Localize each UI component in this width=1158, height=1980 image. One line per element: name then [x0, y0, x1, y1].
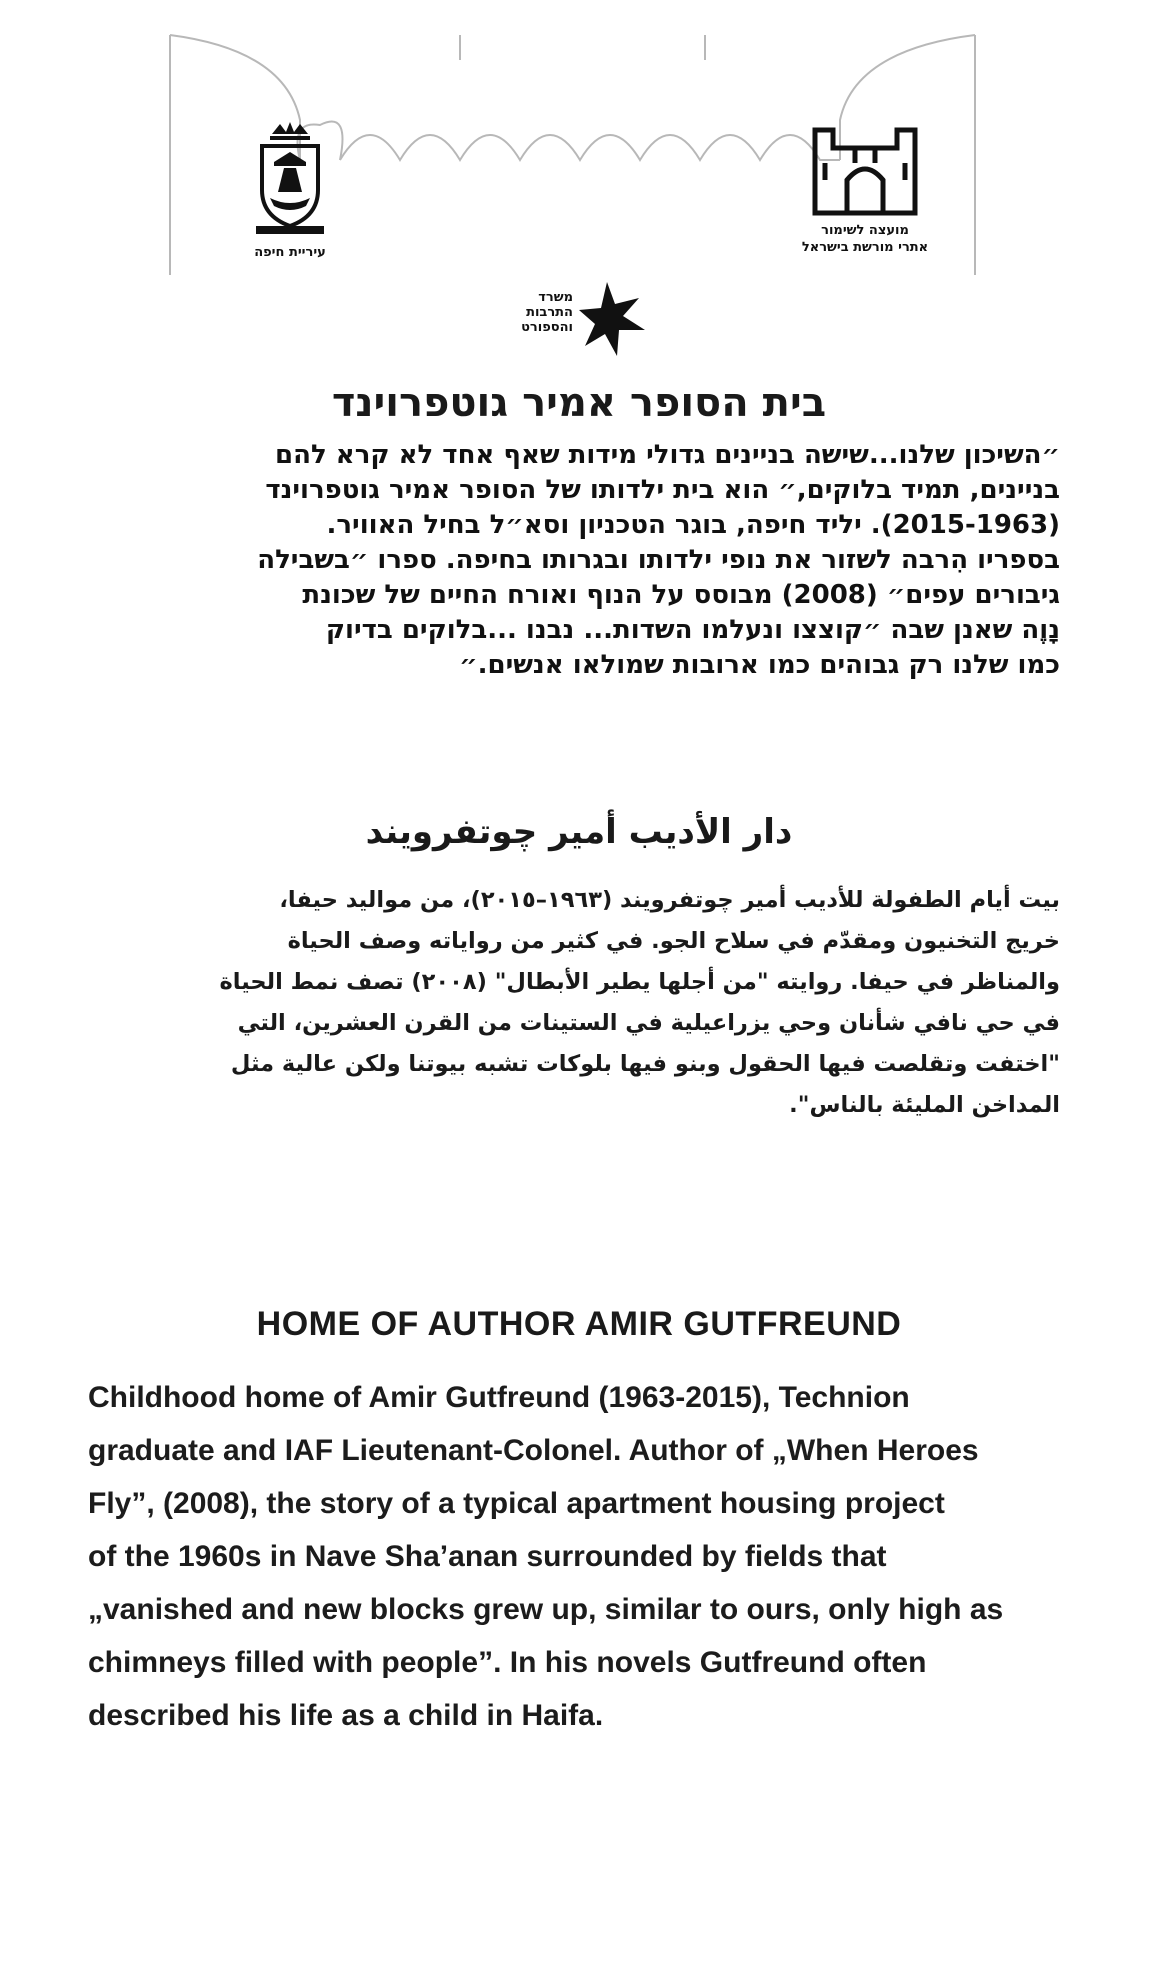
hebrew-line: גיבורים עפים״ (2008) מבוסס על הנוף ואורח החיים של שכונת — [302, 580, 1060, 610]
english-line: described his life as a child in Haifa. — [88, 1699, 604, 1732]
arabic-line: المداخن المليئة بالناس". — [789, 1092, 1060, 1118]
hebrew-line: ״השיכון שלנו...שישה בניינים גדולי מידות שאף אחד לא קרא להם — [275, 440, 1060, 470]
heritage-gate-icon — [805, 118, 925, 218]
english-line: chimneys filled with people”. In his novels Gutfreund often — [88, 1646, 927, 1679]
english-line: Fly”, (2008), the story of a typical apartment housing project — [88, 1487, 945, 1520]
hebrew-line: כמו שלנו רק גבוהים כמו ארובות שמולאו אנשים.״ — [459, 650, 1060, 680]
english-body — [88, 1371, 1060, 1742]
english-line: of the 1960s in Nave Sha’anan surrounded by fields that — [88, 1540, 887, 1573]
english-line: „vanished and new blocks grew up, similar to ours, only high as — [88, 1593, 1004, 1626]
arabic-line: والمناظر في حيفا. روايته "من أجلها يطير الأبطال" (٢٠٠٨) تصف نمط الحياة — [219, 969, 1060, 995]
arabic-title: دار الأديب أمير چوتفرويند — [365, 812, 793, 852]
council-caption-line-2: אתרי מורשת בישראל — [801, 240, 929, 255]
haifa-municipality-logo — [225, 120, 355, 261]
arabic-body — [88, 880, 1060, 1126]
arabic-line: خريج التخنيون ومقدّم في سلاح الجو. في كثير من رواياته وصف الحياة — [287, 928, 1060, 954]
hebrew-line: (2015-1963). יליד חיפה, בוגר הטכניון וסא״ל בחיל האוויר. — [326, 510, 1060, 540]
arabic-line: في حي نافي شأنان وحي يزراعيلية في الستينات من القرن العشرين، التي — [237, 1010, 1060, 1036]
hebrew-line: בניינים, תמיד בלוקים,״ הוא בית ילדותו של הסופר אמיר גוטפרוינד — [265, 475, 1060, 505]
ministry-text — [485, 290, 573, 335]
english-title: HOME OF AUTHOR AMIR GUTFREUND — [256, 1305, 902, 1343]
ministry-line-2: התרבות — [526, 305, 573, 320]
hebrew-body — [88, 438, 1060, 683]
english-line: Childhood home of Amir Gutfreund (1963-2015), Technion — [88, 1381, 910, 1414]
english-line: graduate and IAF Lieutenant-Colonel. Author of „When Heroes — [88, 1434, 979, 1467]
haifa-caption: עיריית חיפה — [254, 245, 326, 260]
hebrew-line: בספריו הִרבה לשזור את נופי ילדותו ובגרותו בחיפה. ספרו ״בשבילה — [257, 545, 1060, 575]
ministry-line-1: משרד — [538, 290, 573, 305]
council-caption-line-1: מועצה לשימור — [821, 223, 909, 238]
arabic-line: "اختفت وتقلصت فيها الحقول وبنو فيها بلوكات تشبه بيوتنا ولكن عالية مثل — [230, 1051, 1060, 1077]
ministry-line-3: והספורט — [521, 320, 573, 335]
haifa-emblem-icon — [250, 120, 330, 240]
ministry-culture-logo — [485, 280, 655, 360]
hebrew-title: בית הסופר אמיר גוטפרוינד — [331, 380, 827, 426]
heritage-council-logo — [775, 118, 955, 256]
arabic-line: بيت أيام الطفولة للأديب أمير چوتفرويند (١٩٦٣–٢٠١٥)، من مواليد حيفا، — [279, 887, 1060, 913]
sign-frame-outline — [0, 0, 1158, 290]
hebrew-line: נָוֶה שאנן שבה ״קוצצו ונעלמו השדות... נבנו ...בלוקים בדיוק — [325, 615, 1060, 645]
star-icon — [577, 280, 647, 358]
